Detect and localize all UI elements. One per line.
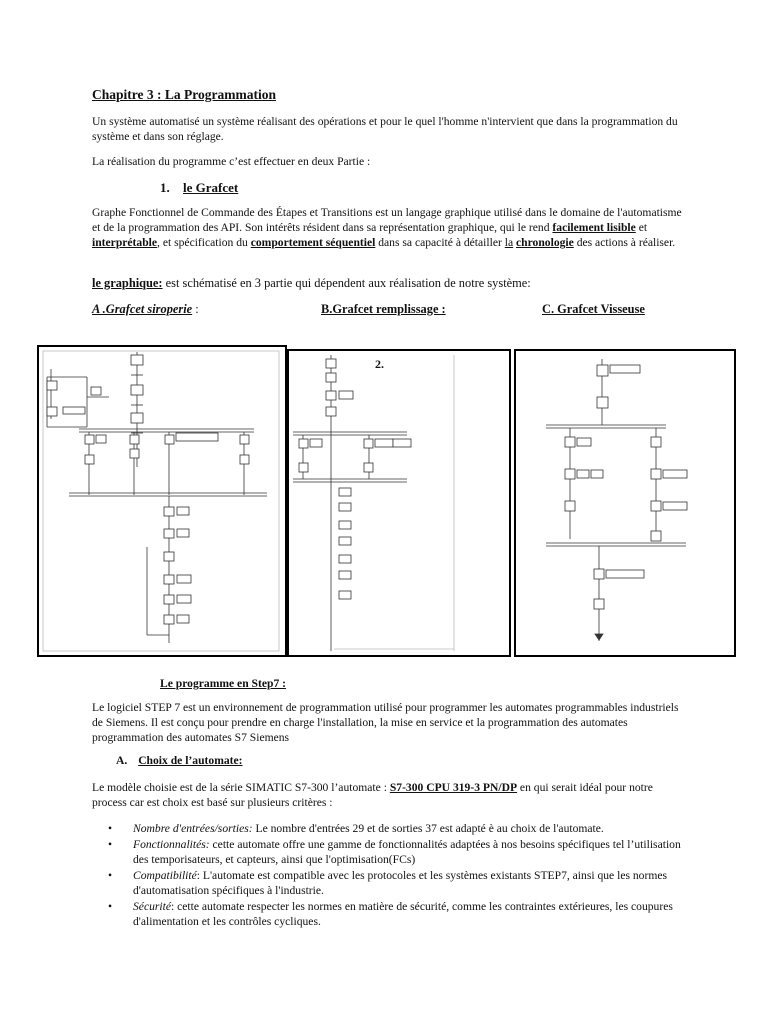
section-number: 1. — [160, 180, 170, 195]
choix-letter: A. — [116, 754, 128, 767]
criteria-text: cette automate offre une gamme de fonctionnalités adaptées à nos besoins spécifiques tel l’utilisation des temporisateurs, et capteurs, ainsi que l'optimisation(FCs) — [133, 838, 681, 866]
grafcet-b-title: B.Grafcet remplissage : — [321, 302, 446, 316]
criteria-list — [108, 821, 688, 930]
criteria-term: Compatibilité — [133, 869, 197, 882]
def-text-3: , et spécification du — [157, 236, 251, 249]
criteria-text: : L'automate est compatible avec les protocoles et les systèmes existants STEP7, ainsi que les normes d'automatisation spécifiques à l'industrie. — [133, 869, 668, 897]
bullet: • — [108, 869, 113, 882]
choix-text-1: Le modèle choisie est de la série SIMATIC S7-300 l’automate : — [92, 781, 390, 794]
step7-title: Le programme en Step7 : — [160, 677, 287, 690]
choix-heading — [116, 753, 243, 768]
criteria-term: Sécurité — [133, 900, 171, 913]
criteria-term: Fonctionnalités: — [133, 838, 210, 851]
chapter-title: Chapitre 3 : La Programmation — [92, 87, 276, 102]
graphique-text: est schématisé en 3 partie qui dépendent aux réalisation de notre système: — [162, 276, 531, 290]
keyword-la: la — [504, 236, 514, 249]
bullet: • — [108, 838, 113, 851]
criteria-term: Nombre d'entrées/sorties: — [133, 822, 253, 835]
graphique-line — [92, 276, 692, 291]
bullet: • — [108, 822, 113, 835]
graphique-label: le graphique: — [92, 276, 163, 290]
keyword-sequentiel: comportement séquentiel — [250, 236, 376, 249]
step7-paragraph: Le logiciel STEP 7 est un environnement de programmation utilisé pour programmer les automates programmables industriels de Siemens. Il est conçu pour prendre en charge l'installation, la mise en service et la programmation des automates programmation des automates S7 Siemens — [92, 701, 679, 744]
def-text-4: dans sa capacité à détailler — [375, 236, 505, 249]
intro-paragraph: Un système automatisé un système réalisant des opérations et pour le quel l'homme n'intervient que dans la programmation du système et dans son réglage. — [92, 115, 678, 143]
grafcet-b-diagram — [287, 349, 511, 657]
grafcet-a-diagram — [37, 345, 287, 657]
keyword-lisible: facilement lisible — [552, 221, 636, 234]
section-grafcet-heading — [160, 180, 238, 195]
grafcet-a-title: A .Grafcet siroperie — [92, 302, 193, 316]
keyword-chronologie: chronologie — [516, 236, 574, 249]
grafcet-definition — [92, 205, 684, 250]
criteria-text: Le nombre d'entrées 29 et de sorties 37 est adapté è au choix de l'automate. — [252, 822, 604, 835]
grafcet-a-suffix: : — [192, 302, 199, 316]
cpu-model: S7-300 CPU 319-3 PN/DP — [389, 781, 518, 794]
choix-title: Choix de l’automate: — [138, 754, 243, 767]
list-item — [108, 868, 688, 898]
def-text-5: des actions à réaliser. — [573, 236, 676, 249]
grafcet-c-diagram — [514, 349, 736, 657]
section-title: le Grafcet — [183, 180, 239, 195]
criteria-text: : cette automate respecter les normes en matière de sécurité, comme les contraintes extérieures, les coupures d'alimentation et les contrôles cycliques. — [133, 900, 673, 928]
list-item — [108, 837, 688, 867]
choix-text-2: en qui serait idéal pour notre process car est choix est basé sur plusieurs critères : — [92, 781, 653, 809]
choix-paragraph — [92, 780, 680, 810]
def-text-2: et — [635, 221, 648, 234]
list-item — [108, 821, 688, 836]
realisation-paragraph: La réalisation du programme c’est effectuer en deux Partie : — [92, 155, 371, 168]
grafcet-a-heading — [92, 302, 199, 317]
def-text-1: Graphe Fonctionnel de Commande des Étapes et Transitions est un langage graphique utilisé dans le domaine de l'automatisme et de la programmation des API. Son intérêts résident dans sa représentation graphique, qui le rend — [92, 206, 682, 234]
keyword-interpretable: interprétable — [92, 236, 158, 249]
panel-b-mark: 2. — [375, 357, 384, 371]
list-item — [108, 899, 688, 929]
bullet: • — [108, 900, 113, 913]
grafcet-c-title: C. Grafcet Visseuse — [542, 302, 645, 316]
